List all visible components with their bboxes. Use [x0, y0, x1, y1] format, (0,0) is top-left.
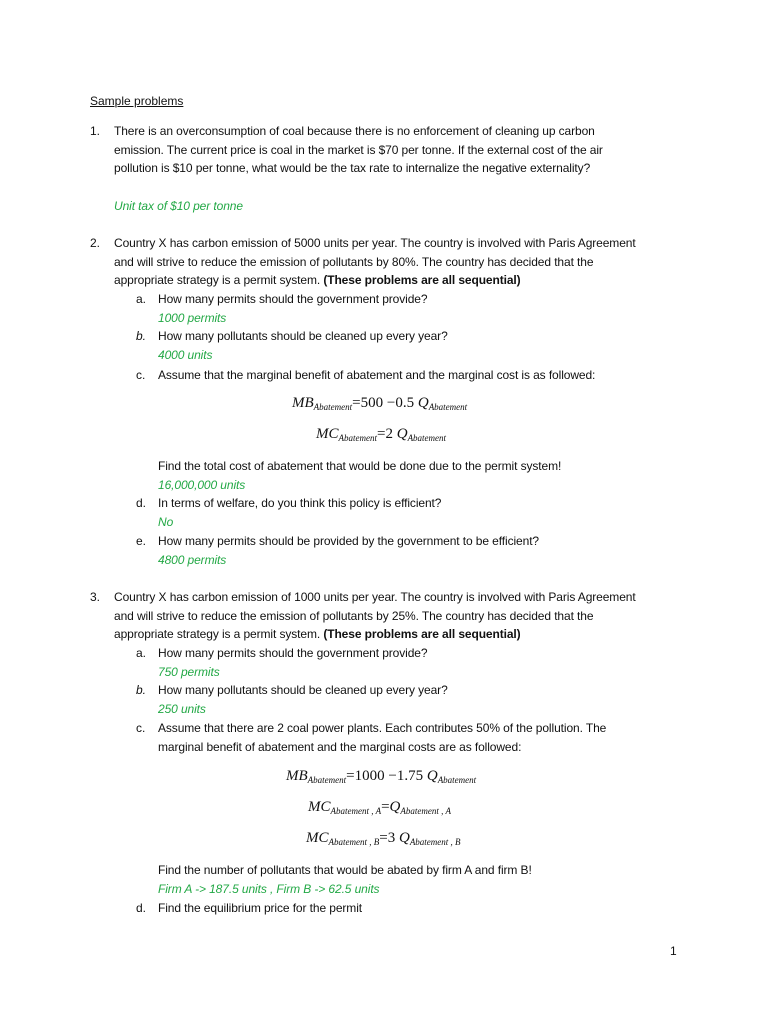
- eq-lhs-sub: Abatement: [307, 775, 347, 785]
- question-3-line-2: and will strive to reduce the emission of pollutants by 25%. The country has decided that the: [114, 608, 594, 623]
- question-2d-answer: No: [158, 514, 174, 529]
- question-3c-answer: Firm A -> 187.5 units , Firm B -> 62.5 units: [158, 881, 380, 896]
- eq-lhs: MB: [292, 395, 314, 411]
- question-1-line-3: pollution is $10 per tonne, what would be the tax rate to internalize the negative externality?: [114, 161, 591, 175]
- eq-lhs-sub: Abatement , B: [328, 837, 380, 847]
- equation-3-mb: [286, 768, 476, 785]
- question-1-line-1: There is an overconsumption of coal because there is no enforcement of cleaning up carbon: [114, 124, 595, 138]
- eq-rhs: =500 −0.5: [352, 395, 415, 411]
- equation-3-mc-b: [306, 830, 461, 847]
- question-2-line-2: and will strive to reduce the emission of pollutants by 80%. The country has decided that the: [114, 254, 594, 269]
- eq-var: Q: [426, 768, 438, 784]
- question-2d-text: In terms of welfare, do you think this policy is efficient?: [158, 496, 442, 510]
- eq-var-sub: Abatement , A: [400, 806, 451, 816]
- question-3a-answer: 750 permits: [158, 664, 220, 679]
- eq-rhs: =2: [377, 426, 393, 442]
- eq-rhs: =3: [379, 830, 396, 846]
- eq-var: Q: [389, 799, 401, 815]
- eq-lhs: MC: [316, 426, 339, 442]
- eq-lhs: MC: [308, 799, 331, 815]
- question-3a-letter: a.: [136, 646, 147, 660]
- eq-var: Q: [417, 395, 429, 411]
- question-3-line-1: Country X has carbon emission of 1000 units per year. The country is involved with Paris Agreement: [114, 590, 636, 604]
- question-2b-answer: 4000 units: [158, 347, 213, 362]
- question-1-number: 1.: [90, 124, 101, 138]
- question-3-sequential-note: (These problems are all sequential): [323, 627, 521, 641]
- question-3c-line-1: Assume that there are 2 coal power plants. Each contributes 50% of the pollution. The: [158, 721, 607, 735]
- question-2d-letter: d.: [136, 496, 147, 510]
- question-3a-text: How many permits should the government provide?: [158, 646, 428, 660]
- question-2a-answer: 1000 permits: [158, 310, 227, 325]
- question-2-line-3-text: appropriate strategy is a permit system.: [114, 273, 324, 287]
- eq-lhs-sub: Abatement , A: [330, 806, 382, 816]
- question-2-number: 2.: [90, 236, 101, 250]
- question-3-line-3: [114, 625, 521, 644]
- question-2c-text: Assume that the marginal benefit of abatement and the marginal cost is as followed:: [158, 368, 596, 382]
- question-2c-followup: Find the total cost of abatement that would be done due to the permit system!: [158, 459, 562, 473]
- question-3d-letter: d.: [136, 901, 147, 915]
- question-3c-followup: Find the number of pollutants that would be abated by firm A and firm B!: [158, 863, 532, 877]
- question-1-answer: Unit tax of $10 per tonne: [114, 199, 243, 213]
- question-2a-letter: a.: [136, 292, 147, 306]
- question-2-line-1: Country X has carbon emission of 5000 units per year. The country is involved with Paris Agreement: [114, 236, 636, 250]
- eq-var: Q: [398, 830, 410, 846]
- question-2e-answer: 4800 permits: [158, 552, 227, 567]
- page-number: 1: [670, 944, 677, 958]
- question-2-sequential-note: (These problems are all sequential): [323, 273, 521, 287]
- eq-lhs: MC: [306, 830, 329, 846]
- eq-rhs: =: [381, 799, 390, 815]
- question-3b-answer: 250 units: [158, 701, 206, 716]
- question-3b-letter: b.: [136, 683, 147, 697]
- page-heading: Sample problems: [90, 94, 184, 108]
- eq-rhs: =1000 −1.75: [346, 768, 424, 784]
- equation-2-mc: [316, 426, 446, 443]
- eq-var-sub: Abatement: [407, 433, 447, 443]
- eq-var: Q: [396, 426, 408, 442]
- eq-lhs: MB: [286, 768, 308, 784]
- question-2-line-3: [114, 271, 521, 290]
- question-3-line-3-text: appropriate strategy is a permit system.: [114, 627, 324, 641]
- question-3c-letter: c.: [136, 721, 146, 735]
- question-2c-letter: c.: [136, 368, 146, 382]
- question-3-number: 3.: [90, 590, 101, 604]
- question-3c-line-2: marginal benefit of abatement and the marginal costs are as followed:: [158, 739, 522, 754]
- question-2b-text: How many pollutants should be cleaned up every year?: [158, 329, 448, 343]
- eq-lhs-sub: Abatement: [313, 402, 353, 412]
- eq-var-sub: Abatement: [437, 775, 477, 785]
- question-2b-letter: b.: [136, 329, 147, 343]
- question-2c-answer: 16,000,000 units: [158, 477, 246, 492]
- question-3d-text: Find the equilibrium price for the permit: [158, 901, 362, 915]
- eq-lhs-sub: Abatement: [338, 433, 377, 443]
- eq-var-sub: Abatement: [428, 402, 468, 412]
- eq-var-sub: Abatement , B: [409, 837, 461, 847]
- question-3b-text: How many pollutants should be cleaned up every year?: [158, 683, 448, 697]
- question-2e-text: How many permits should be provided by the government to be efficient?: [158, 534, 539, 548]
- question-2e-letter: e.: [136, 534, 147, 548]
- question-1-line-2: emission. The current price is coal in the market is $70 per tonne. If the external cost of the air: [114, 142, 603, 157]
- equation-3-mc-a: [308, 799, 451, 816]
- question-2a-text: How many permits should the government provide?: [158, 292, 428, 306]
- equation-2-mb: [292, 395, 467, 412]
